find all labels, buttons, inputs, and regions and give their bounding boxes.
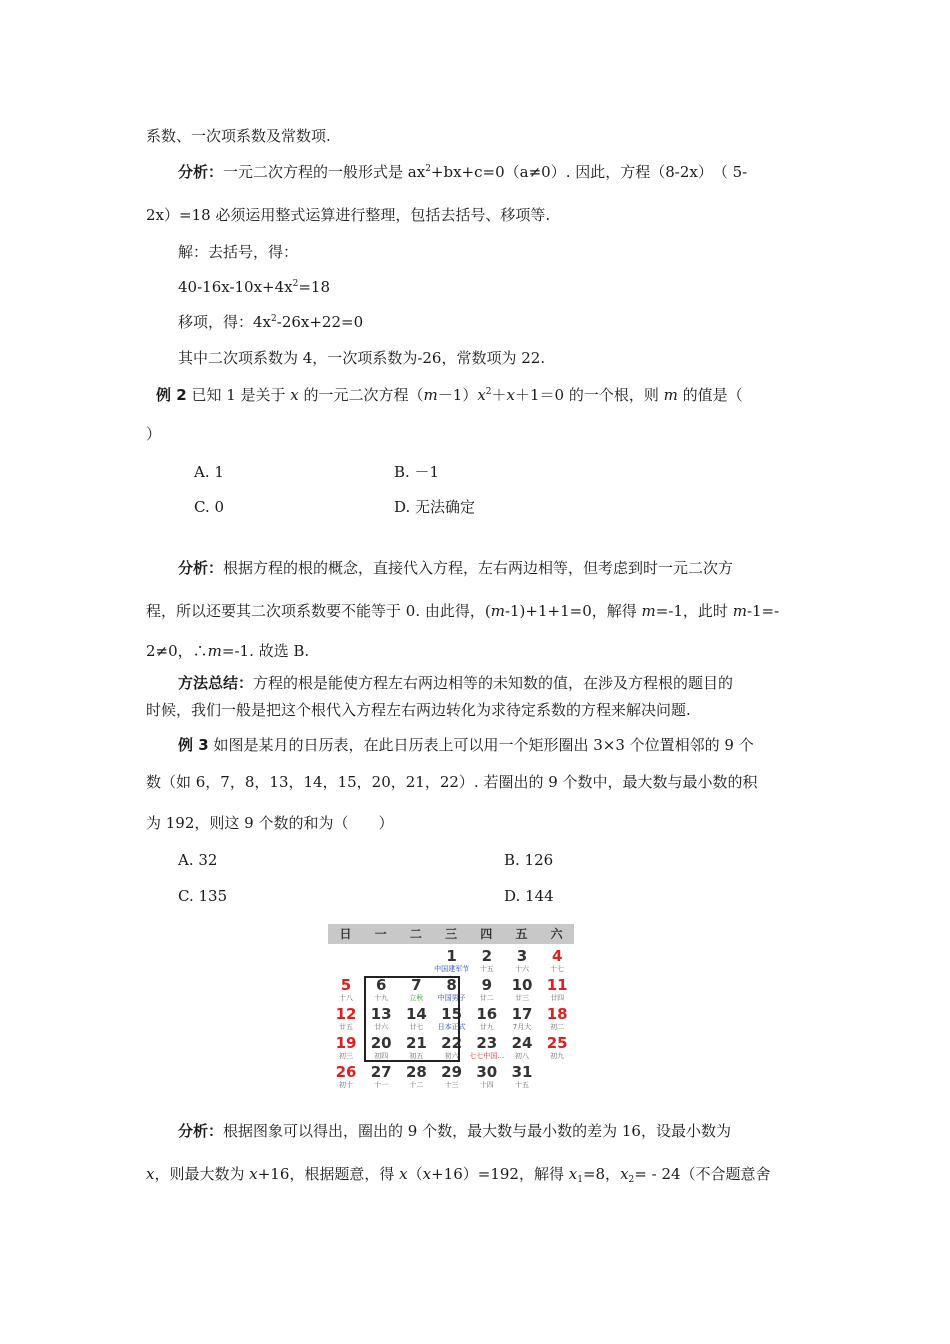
text: =8，	[582, 1165, 621, 1183]
option-d	[394, 497, 475, 517]
calendar-day	[469, 948, 505, 977]
superscript: 2	[271, 314, 277, 324]
weekday-header: 六	[550, 927, 563, 941]
text-line	[178, 558, 733, 578]
text: D. 144	[504, 887, 554, 905]
text: 2x）=18 必须运用整式运算进行整理，包括去括号、移项等.	[146, 206, 551, 224]
day-number: 20	[370, 1034, 392, 1052]
text: ）	[146, 425, 162, 443]
lunar-date: 十五	[515, 1081, 529, 1089]
text: -1)+1+1=0，解得	[504, 602, 642, 620]
text: 方程的根是能使方程左右两边相等的未知数的值，在涉及方程根的题目的	[253, 674, 734, 692]
day-number: 22	[441, 1034, 463, 1052]
var: x	[477, 386, 486, 404]
option-a	[194, 462, 224, 482]
superscript: 2	[485, 387, 492, 397]
text: C. 0	[194, 498, 225, 516]
calendar-day	[504, 948, 540, 977]
day-number: 28	[405, 1063, 427, 1081]
text: =18	[298, 278, 331, 296]
calendar-day	[469, 977, 505, 1006]
weekday-header: 二	[409, 927, 422, 941]
calendar-day	[469, 1006, 505, 1035]
day-number: 25	[546, 1034, 568, 1052]
day-number: 16	[476, 1005, 498, 1023]
day-number: 6	[375, 976, 387, 994]
text: +16）=192，解得	[431, 1165, 569, 1183]
lunar-date: 廿三	[515, 994, 529, 1002]
text: 程，所以还要其二次项系数要不能等于 0. 由此得，(	[146, 602, 491, 620]
lunar-date: 廿九	[479, 1023, 494, 1031]
text: D. 无法确定	[394, 498, 476, 516]
day-number: 12	[335, 1005, 357, 1023]
lunar-date: 初五	[409, 1052, 424, 1060]
day-number: 5	[340, 976, 352, 994]
text-line	[146, 813, 393, 833]
text: 40-16x-10x+4x	[178, 278, 293, 296]
day-number: 24	[511, 1034, 533, 1052]
calendar-header	[328, 924, 574, 944]
var: x	[506, 386, 516, 404]
text-line	[178, 735, 754, 755]
lunar-date: 初十	[339, 1081, 353, 1089]
text: 移项，得：4x	[178, 313, 272, 331]
text: C. 135	[178, 887, 228, 905]
text-line	[146, 641, 309, 661]
lunar-date: 廿六	[374, 1023, 389, 1031]
lunar-date: 十八	[339, 994, 353, 1002]
lunar-date: 初九	[550, 1052, 565, 1060]
text: 2≠0，∴	[146, 642, 208, 660]
day-number: 14	[405, 1005, 427, 1023]
day-number: 4	[551, 947, 563, 965]
calendar-day	[539, 1006, 575, 1035]
calendar-day	[328, 1006, 364, 1035]
label-example: 例 3	[178, 736, 209, 754]
day-number: 1	[446, 947, 457, 965]
day-number: 8	[446, 976, 457, 994]
day-number: 10	[511, 976, 533, 994]
calendar-day	[398, 1064, 434, 1093]
weekday-header: 一	[374, 927, 387, 941]
day-number: 26	[335, 1063, 357, 1081]
lunar-date: 立秋	[409, 994, 424, 1002]
subscript: 2	[628, 1175, 635, 1185]
option-c	[194, 497, 224, 517]
lunar-date: 初二	[550, 1023, 565, 1031]
weekday-header: 日	[339, 927, 352, 941]
text: ，则最大数为	[154, 1165, 250, 1183]
var: m	[663, 386, 678, 404]
text-line	[178, 162, 747, 182]
text: 时候，我们一般是把这个根代入方程左右两边转化为求待定系数的方程来解决问题.	[146, 701, 691, 719]
lunar-date: 十一	[374, 1081, 389, 1089]
lunar-date: 十九	[374, 994, 389, 1002]
calendar-day	[539, 1035, 575, 1064]
var: m	[490, 602, 505, 620]
text: 根据图象可以得出，圈出的 9 个数，最大数与最小数的差为 16，设最小数为	[223, 1122, 731, 1140]
day-number: 31	[511, 1063, 533, 1081]
subscript: 1	[577, 1175, 583, 1185]
day-number: 13	[370, 1005, 392, 1023]
day-number: 9	[481, 976, 493, 994]
label-example: 例 2	[156, 386, 187, 404]
calendar-day	[504, 977, 540, 1006]
label-method-summary: 方法总结：	[178, 674, 254, 692]
var: m	[732, 602, 747, 620]
text: B. －1	[394, 463, 440, 481]
text-line	[178, 242, 298, 262]
calendar-day	[328, 1035, 364, 1064]
day-number: 7	[411, 976, 422, 994]
text: A. 1	[194, 463, 224, 481]
lunar-date: 十六	[515, 965, 529, 973]
option-a	[178, 850, 217, 870]
label-analysis: 分析：	[178, 559, 224, 577]
var: m	[207, 642, 222, 660]
label-analysis: 分析：	[178, 1122, 224, 1140]
text: 数（如 6，7，8，13，14，15，20，21，22）. 若圈出的 9 个数中，最大数与最小数的积	[146, 773, 758, 791]
var: x	[146, 1165, 155, 1183]
lunar-date: 十五	[479, 965, 494, 973]
calendar-day	[504, 1064, 540, 1093]
text-line	[178, 312, 363, 332]
text: （	[407, 1165, 423, 1183]
calendar-day	[469, 1064, 505, 1093]
text: =-1. 故选 B.	[221, 642, 310, 660]
text: -1=-	[746, 602, 780, 620]
var: x	[290, 386, 299, 404]
text: 的值是（	[677, 386, 743, 404]
lunar-date: 日本正式	[437, 1023, 466, 1031]
text: B. 126	[504, 851, 554, 869]
var: x	[422, 1165, 432, 1183]
lunar-date: 十四	[479, 1081, 494, 1089]
text: 根据方程的根的概念，直接代入方程，左右两边相等，但考虑到时一元二次方	[223, 559, 734, 577]
day-number: 17	[511, 1005, 533, 1023]
text: －1）	[437, 386, 478, 404]
lunar-date: 初六	[444, 1052, 459, 1060]
text: 的一元二次方程（	[298, 386, 424, 404]
lunar-date: 七七中国…	[469, 1052, 505, 1060]
option-c	[178, 886, 227, 906]
weekday-header: 五	[515, 927, 528, 941]
calendar-day	[434, 1064, 470, 1093]
var: x	[620, 1165, 629, 1183]
text: -26x+22=0	[276, 313, 364, 331]
calendar-day	[504, 1006, 540, 1035]
option-d	[504, 886, 554, 906]
var: m	[641, 602, 656, 620]
lunar-date: 初四	[374, 1052, 389, 1060]
day-number: 3	[516, 947, 528, 965]
day-number: 30	[476, 1063, 498, 1081]
superscript: 2	[425, 164, 431, 174]
option-b	[504, 850, 553, 870]
text-line	[178, 1121, 731, 1141]
day-number: 15	[441, 1005, 463, 1023]
calendar-day	[328, 977, 364, 1006]
lunar-date: 廿五	[339, 1023, 353, 1031]
superscript: 2	[292, 279, 299, 289]
label-analysis: 分析：	[178, 163, 224, 181]
day-number: 18	[546, 1005, 568, 1023]
day-number: 11	[546, 976, 568, 994]
lunar-date: 初八	[515, 1052, 529, 1060]
text: = - 24（不合题意舍	[634, 1165, 771, 1183]
text: ＋	[491, 386, 507, 404]
selection-rectangle	[364, 976, 460, 1062]
text: 解：去括号，得：	[178, 243, 299, 261]
day-number: 29	[441, 1063, 463, 1081]
lunar-date: 十七	[550, 965, 565, 973]
text-line	[146, 772, 758, 792]
text-line	[146, 1164, 771, 1184]
var: m	[423, 386, 438, 404]
text: 如图是某月的日历表，在此日历表上可以用一个矩形圈出 3×3 个位置相邻的 9 个	[208, 736, 754, 754]
var: x	[568, 1165, 578, 1183]
lunar-date: 中国男子	[437, 994, 466, 1002]
day-number: 21	[405, 1034, 427, 1052]
text: +bx+c=0（a≠0）. 因此，方程（8-2x） （ 5-	[430, 163, 748, 181]
day-number: 2	[481, 947, 493, 965]
text-line	[146, 205, 550, 225]
var: x	[399, 1165, 408, 1183]
text: 为 192，则这 9 个数的和为（ ）	[146, 814, 394, 832]
lunar-date: 廿七	[409, 1023, 424, 1031]
text: +16，根据题意，得	[257, 1165, 400, 1183]
calendar-day	[539, 977, 575, 1006]
lunar-date: 7月大	[512, 1023, 532, 1031]
day-number: 19	[335, 1034, 357, 1052]
text: 其中二次项系数为 4，一次项系数为-26，常数项为 22.	[178, 349, 546, 367]
var: x	[249, 1165, 258, 1183]
lunar-date: 初三	[339, 1052, 353, 1060]
calendar-day	[328, 1064, 364, 1093]
text-line	[156, 385, 743, 405]
calendar-day	[434, 948, 470, 977]
text: =-1，此时	[655, 602, 733, 620]
lunar-date: 十三	[444, 1081, 459, 1089]
weekday-header: 四	[480, 927, 493, 941]
lunar-date: 中国建军节	[434, 965, 470, 973]
weekday-header: 三	[445, 927, 458, 941]
day-number: 27	[370, 1063, 392, 1081]
text: ＋1＝0 的一个根，则	[515, 386, 664, 404]
text-line	[178, 673, 733, 693]
text: 已知 1 是关于	[186, 386, 291, 404]
calendar-day	[504, 1035, 540, 1064]
lunar-date: 廿二	[479, 994, 494, 1002]
lunar-date: 廿四	[550, 994, 565, 1002]
day-number: 23	[476, 1034, 498, 1052]
text-line	[178, 277, 330, 297]
calendar-day	[539, 948, 575, 977]
text-line	[146, 126, 331, 146]
option-b	[394, 462, 439, 482]
text: 一元二次方程的一般形式是 ax	[223, 163, 426, 181]
text-line	[146, 700, 691, 720]
calendar-day	[469, 1035, 505, 1064]
text-line	[146, 601, 779, 621]
text-line	[146, 424, 161, 444]
calendar-day	[363, 1064, 399, 1093]
lunar-date: 十二	[409, 1081, 424, 1089]
text: A. 32	[178, 851, 218, 869]
text: 系数、一次项系数及常数项.	[146, 127, 331, 145]
text-line	[178, 348, 545, 368]
